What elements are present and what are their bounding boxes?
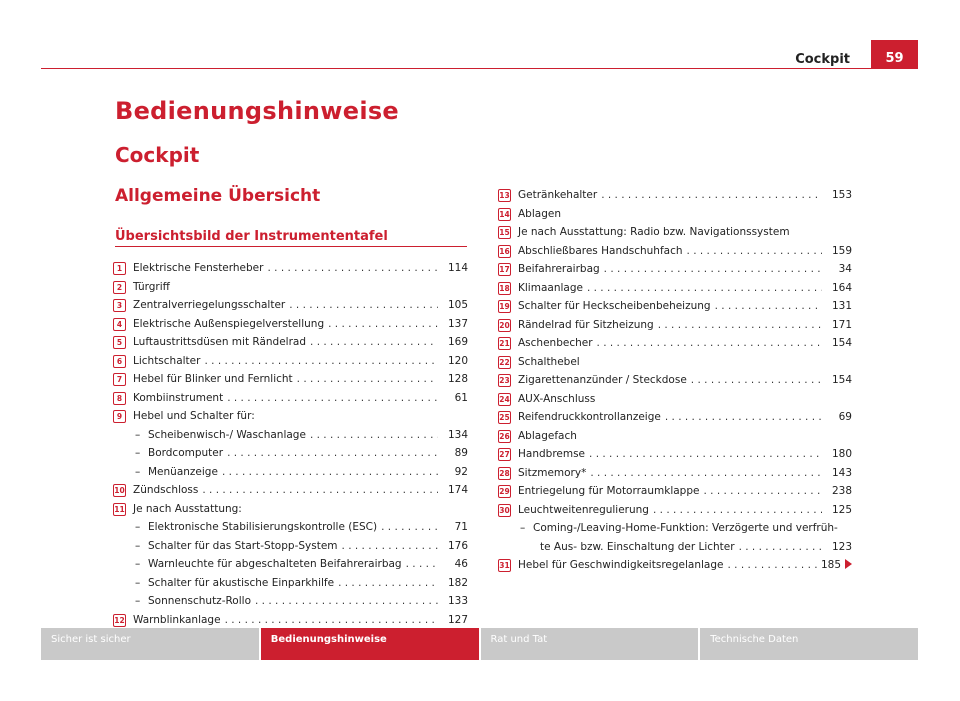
list-entry [518,316,852,335]
dash-bullet: – [520,522,526,534]
list-entry [135,574,468,593]
list-entry [518,408,852,427]
list-item-label: Türgriff [133,280,170,293]
item-number-badge: 22 [499,357,510,367]
item-number-badge: 19 [499,302,510,311]
item-number-badge: 25 [499,413,510,422]
list-item-label: Sonnenschutz-Rollo [148,595,251,607]
item-number-badge: 18 [499,283,510,293]
page-reference[interactable]: 185 [821,556,852,575]
list-item [113,481,468,500]
list-entry [133,611,468,630]
list-item [498,538,852,557]
page-reference[interactable]: 123 [831,540,852,553]
dot-leader [589,445,822,464]
dot-leader [406,555,438,574]
list-item-label: Warnblinkanlage [133,613,221,626]
page-reference[interactable]: 153 [831,189,852,201]
list-entry [518,334,852,353]
list-entry [518,445,852,464]
list-entry [133,352,468,371]
list-item-label: Coming-/Leaving-Home-Funktion: Verzögerte und verfrüh- [533,522,838,534]
list-item [498,556,852,575]
dot-leader [204,352,438,371]
page-reference[interactable]: 125 [831,503,852,516]
heading-rule [115,246,467,247]
list-entry [133,407,468,426]
list-item [113,407,468,426]
item-number-badge: 20 [499,320,510,330]
dot-leader [227,444,438,463]
list-entry [135,463,468,482]
dash-bullet: – [135,465,141,478]
list-entry [518,223,852,242]
list-item-label: Rändelrad für Sitzheizung [518,318,654,331]
list-item-label: Zentralverriegelungsschalter [133,299,286,311]
heading-level-3: Allgemeine Übersicht [115,186,321,206]
dot-leader [687,242,822,261]
list-entry [518,242,852,261]
list-item [113,592,468,611]
list-item-label: Zigarettenanzünder / Steckdose [518,374,687,386]
list-item [498,223,852,242]
list-entry [518,390,852,409]
footer-tab-bedienungshinweise[interactable]: Bedienungshinweise [261,628,479,660]
item-number-badge: 13 [499,191,510,200]
dot-leader [691,371,822,390]
dot-leader [310,333,438,352]
list-item [113,333,468,352]
list-item [498,186,852,205]
list-item-label: Schalter für akustische Einparkhilfe [148,576,335,589]
item-number-badge: 9 [113,410,126,423]
item-number-badge: 24 [499,394,510,404]
list-item-label: Schalter für das Start-Stopp-System [148,539,338,552]
item-number-badge: 6 [113,355,126,368]
list-item-label: Hebel für Blinker und Fernlicht [133,373,293,385]
page-reference[interactable]: 89 [454,447,468,459]
list-item [498,408,852,427]
page-reference[interactable]: 69 [838,411,852,423]
list-item-label: Hebel für Geschwindigkeitsregelanlage [518,559,724,571]
dash-bullet: – [135,539,141,552]
dot-leader [590,464,822,483]
dot-leader [289,296,438,315]
item-number-badge: 5 [113,336,126,349]
list-item-label: Entriegelung für Motorraumklappe [518,485,700,497]
list-item-label: Elektronische Stabilisierungskontrolle (ESC) [148,521,378,533]
list-entry [540,538,852,557]
page-reference[interactable]: 120 [447,354,468,367]
list-item-label: Leuchtweitenregulierung [518,503,649,516]
item-number-badge: 14 [499,209,510,219]
list-item-label: Klimaanlage [518,281,583,294]
dot-leader [604,260,822,279]
page-reference[interactable]: 171 [831,318,852,331]
list-item-label: Luftaustrittsdüsen mit Rändelrad [133,336,307,348]
continue-arrow-icon [845,559,852,569]
list-entry [135,592,468,611]
list-item [498,242,852,261]
page-number-box [871,40,918,68]
list-item-label: Kombiinstrument [133,391,224,404]
list-entry [135,426,468,445]
dot-leader [225,611,438,630]
list-item [113,463,468,482]
item-number-badge: 29 [499,487,510,496]
page-reference[interactable]: 131 [831,300,852,312]
page-reference[interactable]: 182 [447,576,468,589]
list-item-label: Beifahrerairbag [518,263,600,275]
list-entry [518,371,852,390]
item-number-badge: 26 [499,431,510,441]
list-item-label: Je nach Ausstattung: [133,502,242,515]
list-entry [133,481,468,500]
item-number-badge: 4 [113,318,126,331]
item-number-badge: 27 [499,450,510,459]
list-item [113,278,468,297]
list-item-label: te Aus- bzw. Einschaltung der Lichter [540,540,735,553]
list-item [498,205,852,224]
footer-tab-sicher-ist-sicher[interactable]: Sicher ist sicher [41,628,259,660]
dot-leader [227,389,438,408]
list-entry [518,501,852,520]
page-reference[interactable]: 61 [454,391,468,404]
list-entry [133,259,468,278]
list-entry [518,427,852,446]
dot-leader [267,259,438,278]
page-reference[interactable]: 238 [831,485,852,497]
dot-leader [338,574,438,593]
dot-leader [715,297,822,316]
dot-leader [310,426,438,445]
heading-level-4: Übersichtsbild der Instrumententafel [115,229,388,244]
list-item [113,426,468,445]
list-item-label: Ablagen [518,207,561,220]
list-entry [133,315,468,334]
page-reference[interactable]: 143 [831,466,852,479]
item-number-badge: 3 [113,299,126,312]
list-item-label: Sitzmemory* [518,466,587,479]
list-entry [135,555,468,574]
list-item-label: Aschenbecher [518,337,593,349]
list-item [498,316,852,335]
dot-leader [739,538,822,557]
list-item-label: Menüanzeige [148,465,218,478]
item-number-badge: 28 [499,468,510,478]
page-reference[interactable]: 159 [831,244,852,257]
dot-leader [202,481,438,500]
header-rule [41,68,918,69]
list-entry [518,353,852,372]
dot-leader [328,315,438,334]
page-reference[interactable]: 164 [831,281,852,294]
dash-bullet: – [135,521,141,533]
item-number-badge: 17 [499,265,510,274]
item-number-badge: 7 [113,373,126,386]
list-item [113,389,468,408]
dot-leader [255,592,438,611]
list-entry [135,518,468,537]
item-number-badge: 15 [499,228,510,237]
dot-leader [297,370,438,389]
list-entry [518,464,852,483]
list-item [113,537,468,556]
dot-leader [665,408,822,427]
list-item [113,518,468,537]
dot-leader [653,501,822,520]
list-entry [133,500,468,519]
item-number-badge: 1 [113,262,126,275]
list-entry [133,370,468,389]
list-item [113,444,468,463]
list-item-label: Elektrische Außenspiegelverstellung [133,317,325,330]
list-item [498,390,852,409]
dot-leader [222,463,438,482]
list-item [498,279,852,298]
item-number-badge: 30 [499,505,510,515]
list-item [113,352,468,371]
page-reference[interactable]: 128 [447,373,468,385]
list-item [113,259,468,278]
dot-leader [587,279,822,298]
dot-leader [727,556,816,575]
dot-leader [703,482,822,501]
list-entry [518,556,852,575]
dot-leader [658,316,822,335]
page-reference[interactable]: 180 [831,448,852,460]
dot-leader [381,518,438,537]
item-number-badge: 16 [499,246,510,256]
list-item [498,353,852,372]
list-item [113,296,468,315]
list-entry [133,333,468,352]
list-entry [518,297,852,316]
list-item-label: Warnleuchte für abgeschalteten Beifahrerairbag [148,558,402,570]
dot-leader [601,186,822,205]
list-item [113,500,468,519]
list-item [113,370,468,389]
list-entry [133,389,468,408]
list-item [498,427,852,446]
item-number-badge: 10 [114,486,125,495]
list-item-label: Lichtschalter [133,354,201,367]
list-item [498,464,852,483]
page-reference[interactable]: 92 [454,465,468,478]
list-entry [135,537,468,556]
header-title: Cockpit [795,52,850,67]
list-item-label: Scheibenwisch-/ Waschanlage [148,428,306,441]
dash-bullet: – [135,428,141,441]
page-reference[interactable]: 169 [447,336,468,348]
dot-leader [342,537,438,556]
dot-leader [597,334,822,353]
item-number-badge: 31 [499,561,510,570]
list-item [498,482,852,501]
page-reference[interactable]: 127 [447,613,468,626]
item-number-badge: 8 [113,392,126,405]
page-reference[interactable]: 176 [447,539,468,552]
page-reference[interactable]: 154 [831,374,852,386]
list-item [498,297,852,316]
list-item-label: Ablagefach [518,429,577,442]
footer-nav [41,628,918,660]
list-item [498,260,852,279]
footer-tab-rat-und-tat[interactable]: Rat und Tat [481,628,699,660]
list-item-label: Bordcomputer [148,447,224,459]
heading-level-1: Bedienungshinweise [115,97,400,125]
dash-bullet: – [135,447,141,459]
list-entry [135,444,468,463]
list-item-label: Handbremse [518,448,586,460]
list-item [498,334,852,353]
page-reference[interactable]: 137 [447,317,468,330]
item-number-badge: 2 [113,281,126,294]
page-reference[interactable]: 71 [454,521,468,533]
dash-bullet: – [135,558,141,570]
list-item [498,445,852,464]
list-item [113,555,468,574]
footer-tab-technische-daten[interactable]: Technische Daten [700,628,918,660]
list-item-label: AUX-Anschluss [518,392,596,405]
item-number-badge: 11 [114,504,125,514]
list-item-label: Reifendruckkontrollanzeige [518,411,661,423]
page-reference[interactable]: 174 [447,484,468,496]
list-item-label: Schalter für Heckscheibenbeheizung [518,300,711,312]
page-number: 59 [885,51,904,66]
list-entry [133,278,468,297]
list-item-label: Hebel und Schalter für: [133,410,255,422]
list-entry [518,260,852,279]
heading-level-2: Cockpit [115,143,200,167]
item-number-badge: 12 [114,615,125,625]
legend-list-right [498,186,852,575]
list-item-label: Abschließbares Handschuhfach [518,244,683,257]
list-entry [518,205,852,224]
item-number-badge: 21 [499,339,510,348]
list-item [113,574,468,593]
list-item-label: Zündschloss [133,484,199,496]
page-reference[interactable]: 114 [447,262,468,274]
list-entry [518,186,852,205]
page-reference[interactable]: 34 [838,263,852,275]
list-item [498,519,852,538]
page-reference[interactable]: 46 [454,558,468,570]
dash-bullet: – [135,576,141,589]
page-reference[interactable]: 133 [447,595,468,607]
item-number-badge: 23 [499,376,510,385]
list-item [113,315,468,334]
list-item [498,501,852,520]
dash-bullet: – [135,595,141,607]
page-reference[interactable]: 134 [447,428,468,441]
page-reference[interactable]: 154 [831,337,852,349]
list-entry [518,482,852,501]
list-entry [133,296,468,315]
legend-list-left [113,259,468,629]
list-item-label: Elektrische Fensterheber [133,262,264,274]
list-item-label: Getränkehalter [518,189,598,201]
list-item [498,371,852,390]
page-reference[interactable]: 105 [447,299,468,311]
list-item-label: Je nach Ausstattung: Radio bzw. Navigationssystem [518,226,790,238]
list-item [113,611,468,630]
list-item-label: Schalthebel [518,355,580,368]
list-entry [518,279,852,298]
